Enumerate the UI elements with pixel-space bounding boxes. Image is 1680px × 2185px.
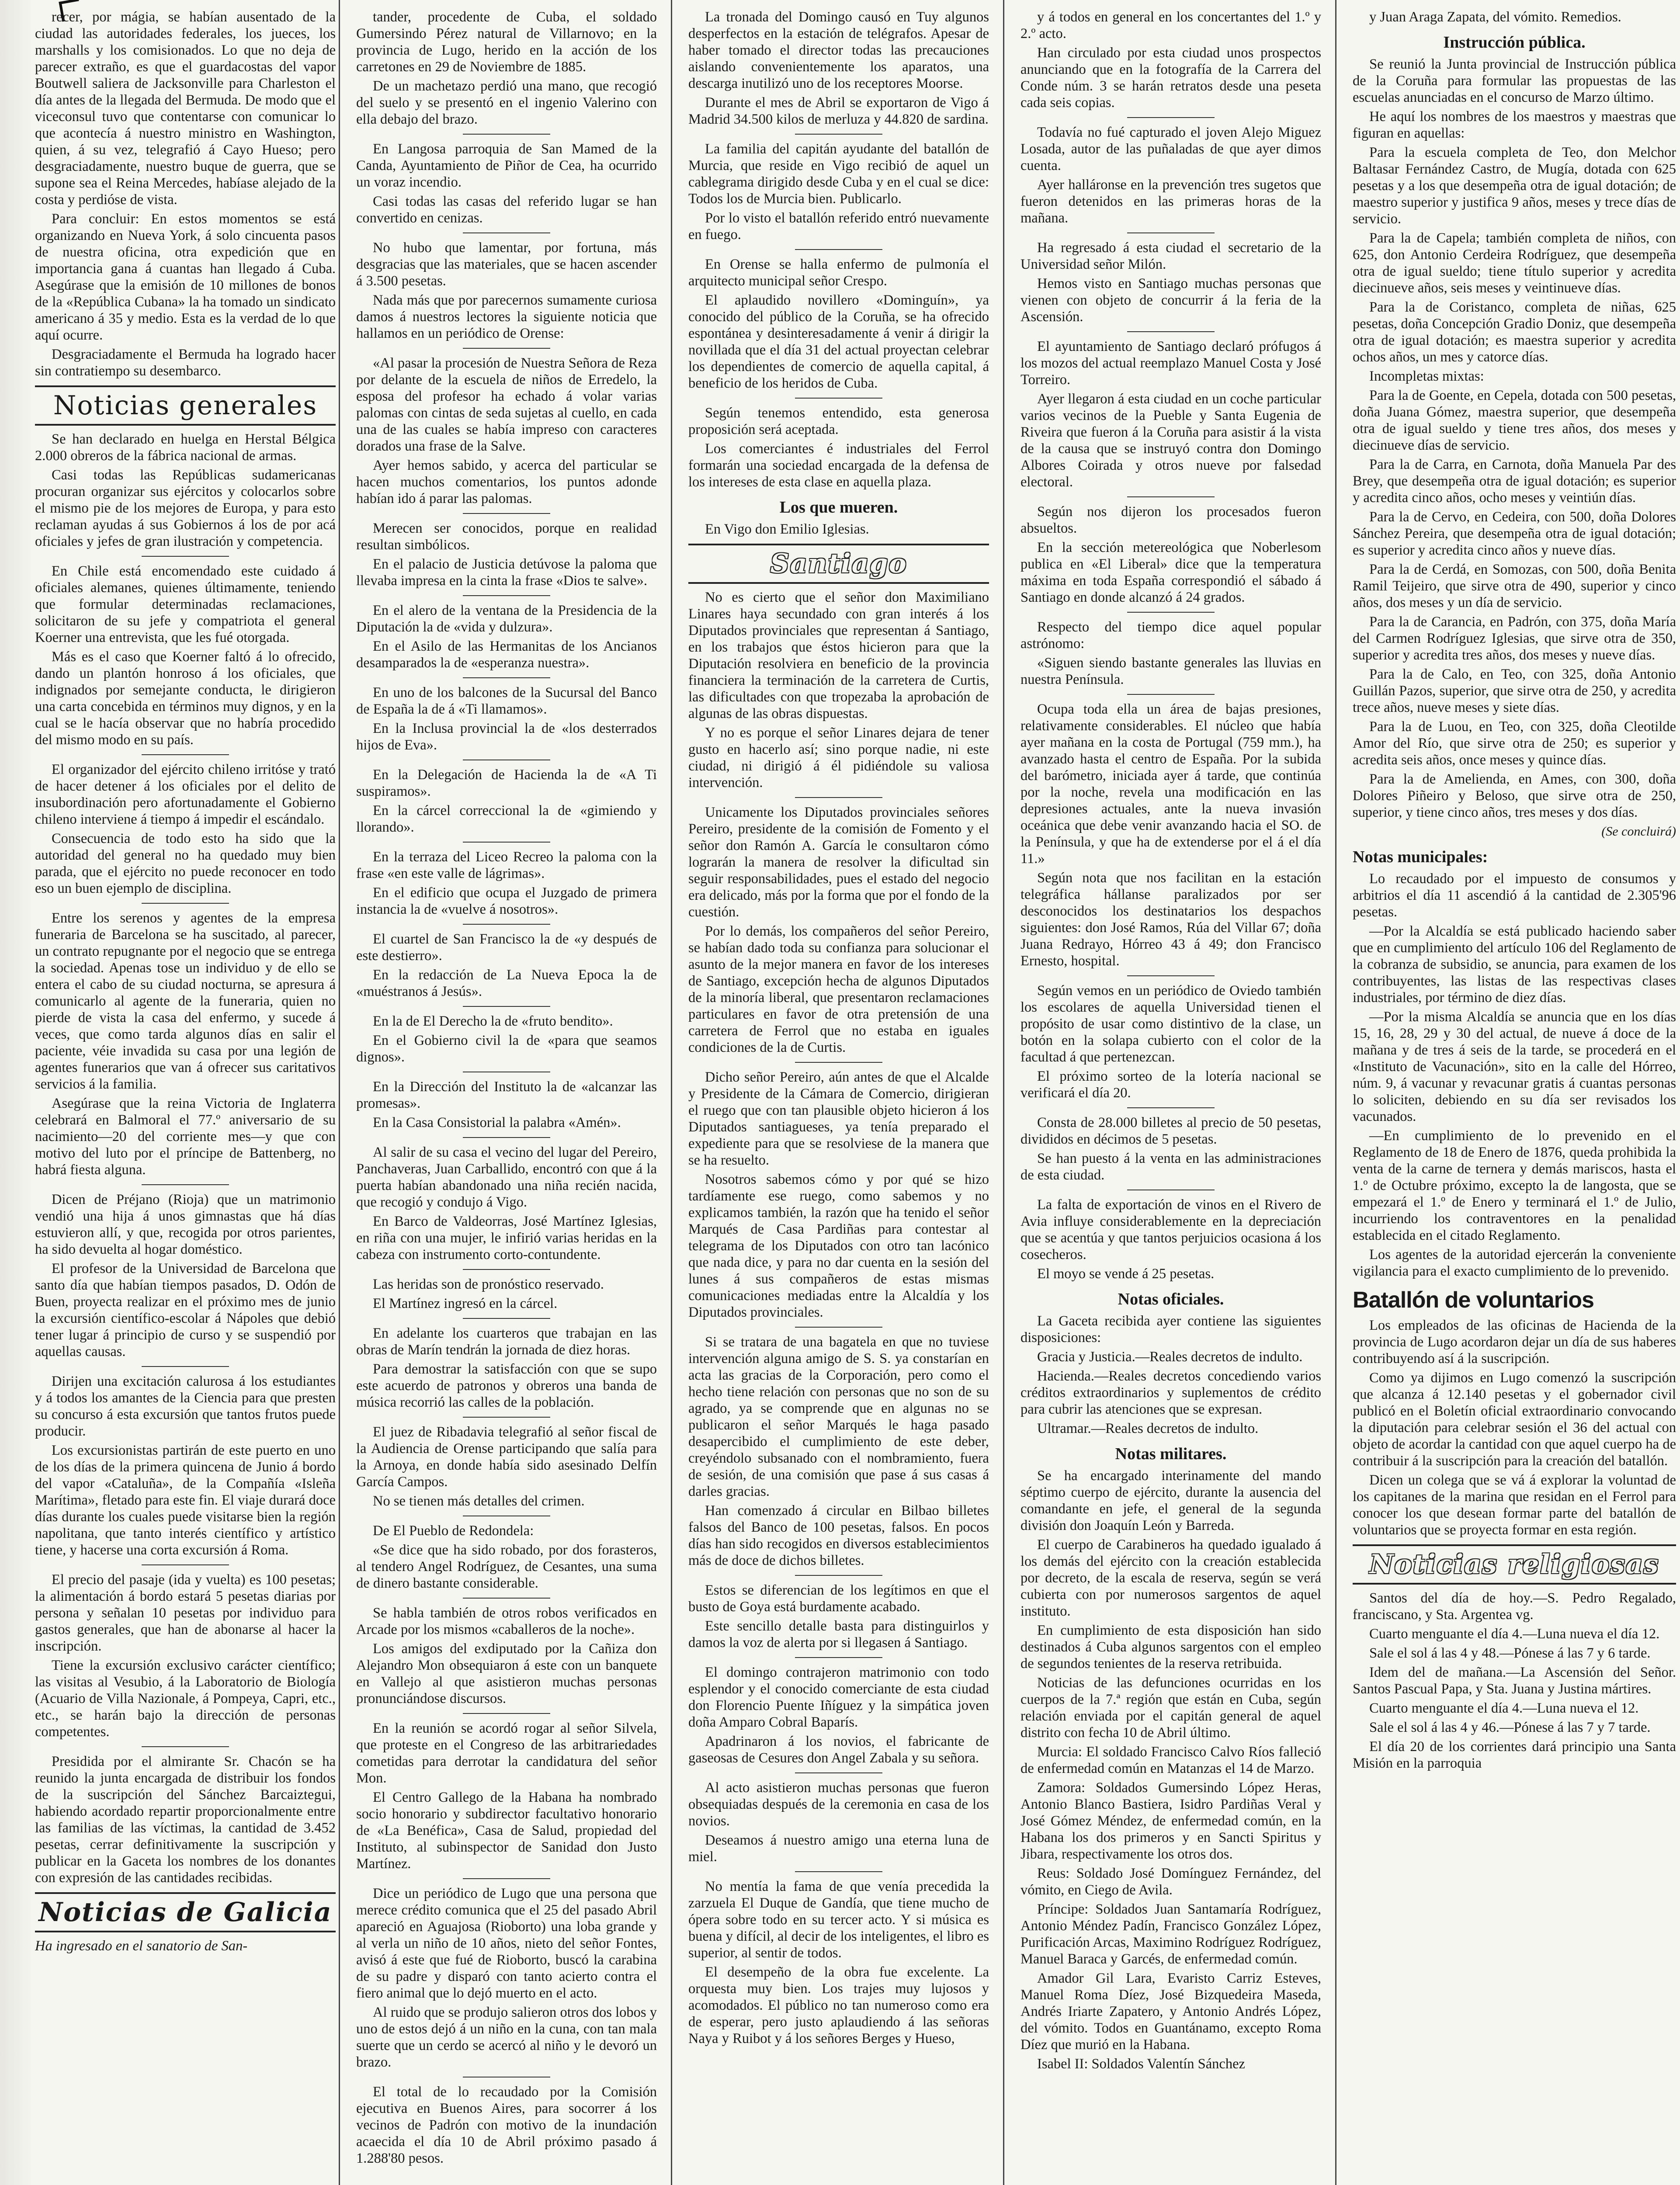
article-paragraph: Murcia: El soldado Francisco Calvo Ríos falleció de enfermedad común en Matanzas el 14 de Marzo. [1020,1744,1321,1776]
article-paragraph: El ayuntamiento de Santiago declaró prófugos á los mozos del actual reemplazo Manuel Costa y José Torreiro. [1020,339,1321,388]
article-paragraph: Se habla también de otros robos verificados en Arcade por los mismos «caballeros de la noche». [356,1605,657,1637]
article-paragraph: y á todos en general en los concertantes del 1.º y 2.º acto. [1020,9,1321,42]
article-paragraph: Para la de Coristanco, completa de niñas, 625 pesetas, doña Concepción Gradio Doniz, que desempeña otra de igual dotación; es maestra superior y acredita ochos años, un mes y catorce días. [1353,299,1676,365]
article-paragraph: En uno de los balcones de la Sucursal del Banco de España la de á «Ti llamamos». [356,685,657,717]
article-paragraph: «Al pasar la procesión de Nuestra Señora de Reza por delante de la escuela de niños de Erredelo, la esposa del profesor ha echado á volar varias palomas con cintas de seda sujetas al cuello, en cada una de las cuales se había impreso con caracteres dorados una frase de la Salve. [356,355,657,454]
article-paragraph: Ayer hemos sabido, y acerca del particular se hacen muchos comentarios, los puntos adonde habían ido á parar las palomas. [356,458,657,506]
article-paragraph: Todavía no fué capturado el joven Alejo Miguez Losada, autor de las puñaladas de que ayer dimos cuenta. [1020,125,1321,173]
article-paragraph: En el palacio de Justicia detúvose la paloma que llevaba impresa en la cinta la frase «Dios te salve». [356,556,657,589]
article-paragraph: y Juan Araga Zapata, del vómito. Remedios. [1369,9,1621,25]
article-paragraph: Los comerciantes é industriales del Ferrol formarán una sociedad encargada de la defensa de los intereses de esta clase en aquella plaza. [688,441,989,490]
section-title-noticias-galicia: Noticias de Galicia [35,1892,336,1932]
article-paragraph: La Gaceta recibida ayer contiene las siguientes disposiciones: [1020,1313,1321,1346]
article-paragraph: Consecuencia de todo esto ha sido que la autoridad del general no ha quedado muy bien parada, que el ejército no puede reconocer en todo eso un buen ejemplo de disciplina. [35,831,336,896]
article-paragraph: No hubo que lamentar, por fortuna, más desgracias que las materiales, que se hacen ascender á 3.500 pesetas. [356,240,657,289]
article-paragraph: —En cumplimiento de lo prevenido en el Reglamento de 18 de Enero de 1876, queda prohibida la venta de la carne de ternera y demás mariscos, hasta el 1.º de Octubre próximo, excepto la de langosta, que se empezará el 1.º de Enero y terminará el 1.º de Julio, incurriendo los contraventores en la penalidad establecida en el citado Reglamento. [1353,1128,1676,1243]
article-paragraph: Han comenzado á circular en Bilbao billetes falsos del Banco de 100 pesetas, falsos. En pocos días han sido recogidos en diversos establecimientos más de doce de dichos billetes. [688,1503,989,1568]
article-paragraph: En la terraza del Liceo Recreo la paloma con la frase «en este valle de lágrimas». [356,849,657,881]
article-paragraph: Los excursionistas partirán de este puerto en uno de los días de la primera quincena de Junio á bordo del vapor «Cataluña», de la Compañía «Isleña Marítima», fletado para este fin. El viaje durará doce días durante los cuales puede visitarse bien la región napolitana, que tanto interés científico y artístico tiene, y hacerse una corta excursión á Roma. [35,1443,336,1558]
article-paragraph: Han circulado por esta ciudad unos prospectos anunciando que en la fotografía de la Carrera del Conde núm. 3 se harán retratos desde una peseta cada seis copias. [1020,45,1321,111]
article-separator [1127,331,1215,332]
article-paragraph: El profesor de la Universidad de Barcelona que santo día que habían tiempos pasados, D. Odón de Buen, proyecta realizar en el próximo mes de junio la excursión científico-escolar á Nápoles que debió tener lugar á principio de curso y se suspendió por aquellas causas. [35,1261,336,1360]
article-separator [142,754,229,755]
subhead-notas-municipales: Notas municipales: [1353,848,1488,866]
article-paragraph: En la Inclusa provincial la de «los desterrados hijos de Eva». [356,721,657,753]
article-paragraph: No mentía la fama de que venía precedida la zarzuela El Duque de Gandía, que tiene mucho de ópera sobre todo en su tercer acto. Y si música es buena y difícil, al decir de los inteligentes, el libro es superior, al sentir de todos. [688,1879,989,1961]
article-paragraph: Y no es porque el señor Linares dejara de tener gusto en hacerlo así; sino porque nadie, ni este ciudad, ni dirigió á él pidiéndole su valiosa intervención. [688,725,989,791]
article-paragraph: El Centro Gallego de la Habana ha nombrado socio honorario y subdirector facultativo honorario de «La Benéfica», Casa de Salud, propiedad del Instituto, al subinspector de Sanidad don Justo Martínez. [356,1790,657,1872]
article-paragraph: El cuartel de San Francisco la de «y después de este destierro». [356,931,657,964]
article-separator [795,1657,882,1658]
article-paragraph: «Siguen siendo bastante generales las lluvias en nuestra Península. [1020,655,1321,687]
article-paragraph: Sale el sol á las 4 y 46.—Pónese á las 7 y 7 tarde. [1369,1720,1651,1735]
article-paragraph: Para la de Luou, en Teo, con 325, doña Cleotilde Amor del Río, que sirve otra de 250; es superior y acredita seis años, once meses y quince días. [1353,719,1676,768]
article-separator [463,1713,550,1714]
article-separator [1127,975,1215,976]
article-paragraph: Respecto del tiempo dice aquel popular astrónomo: [1020,619,1321,652]
article-paragraph: En la cárcel correccional la de «gimiendo y llorando». [356,803,657,835]
article-paragraph: Casi todas las Repúblicas sudamericanas procuran organizar sus ejércitos y colocarlos sobre el mismo pie de los mejores de Europa, y para esto reclaman ayudas á sus Gobiernos á los de por acá oficiales y jefes de gran ilustración y competencia. [35,467,336,549]
article-paragraph: Se reunió la Junta provincial de Instrucción pública de la Coruña para formular las propuestas de las escuelas anunciadas en el concurso de Marzo último. [1353,56,1676,105]
article-paragraph: Se han declarado en huelga en Herstal Bélgica 2.000 obreros de la fábrica nacional de armas. [35,431,336,464]
article-paragraph: Merecen ser conocidos, porque en realidad resultan simbólicos. [356,520,657,553]
article-separator [795,1871,882,1872]
article-separator [463,1006,550,1007]
article-paragraph: Para la de Calo, en Teo, con 325, doña Antonio Guillán Pazos, superior, que sirve otra de 250, y acredita trece años, nueve meses y siete días. [1353,666,1676,715]
article-paragraph: Según nota que nos facilitan en la estación telegráfica hállanse paralizados por ser desconocidos los destinatarios los despachos siguientes: don José Ramos, Rúa del Villar 67; doña Juana Redrayo, Hórreo 43 á 49; don Francisco Ernesto, hospital. [1020,870,1321,969]
article-paragraph: Si se tratara de una bagatela en que no tuviese intervención alguna amigo de S. S. ya constarían en acta las gracias de la Corporación, pero como el hecho tiene relación con personas que no son de su agrado, ya se comprende que en algunas no se publicaron el señor Marqués le haga pasado desapercibido el cumplimiento de este deber, creyéndolo subsanado con el nombramiento, fuera de sesión, de una comisión que pase á sus casas á darles gracias. [688,1334,989,1499]
article-paragraph: En adelante los cuarteros que trabajan en las obras de Marín tendrán la jornada de diez horas. [356,1325,657,1358]
article-separator [795,1327,882,1328]
section-title-santiago: Santiago [688,544,989,584]
article-paragraph: Idem del de mañana.—La Ascensión del Señor. Santos Pascual Papa, y Sta. Juana y Justina mártires. [1353,1665,1676,1697]
column-4 [1020,9,1321,2185]
article-separator [795,249,882,250]
article-separator [142,1746,229,1747]
article-paragraph: Los empleados de las oficinas de Hacienda de la provincia de Lugo acordaron dejar un día de sus haberes contribuyendo así á la suscripción. [1353,1318,1676,1366]
c2-body [356,9,657,2167]
article-paragraph: Incompletas mixtas: [1369,368,1484,384]
article-paragraph: La familia del capitán ayudante del batallón de Murcia, que reside en Vigo recibió de aquel un cablegrama dirigido desde Cuba y en el cual se dice: Todos los de Murcia bien. Publicarlo. [688,141,989,207]
article-separator [1127,496,1215,497]
article-paragraph: De El Pueblo de Redondela: [373,1523,534,1539]
article-separator [463,513,550,514]
article-separator [142,903,229,904]
article-paragraph: He aquí los nombres de los maestros y maestras que figuran en aquellas: [1353,109,1676,141]
subhead-notas-militares: Notas militares. [1115,1445,1227,1463]
article-paragraph: Cuarto menguante el día 4.—Luna nueva el día 12. [1369,1626,1660,1642]
newspaper-page [31,0,1680,2185]
article-paragraph: Al acto asistieron muchas personas que fueron obsequiadas después de la ceremonia en casa de los novios. [688,1780,989,1829]
article-paragraph: En el Gobierno civil la de «para que seamos dignos». [356,1033,657,1065]
article-paragraph: Presidida por el almirante Sr. Chacón se ha reunido la junta encargada de distribuir los fondos de la suscripción del Sánchez Barcaiztegui, habiendo acordado repartir proporcionalmente entre las familias de las víctimas, la cantidad de 3.452 pesetas, cerrar definitivamente la suscripción y publicar en la Gaceta los nombres de los donantes con expresión de las cantidades recibidas. [35,1754,336,1886]
c1-body [35,431,336,1886]
se-concluira: (Se concluirá) [1601,824,1676,839]
article-separator [463,1269,550,1270]
article-paragraph: Para la de Carra, en Carnota, doña Manuela Par des Brey, que desempeña otra de igual dotación; es superior y acredita cinco años, ocho meses y veintiún días. [1353,457,1676,506]
article-paragraph: Para la de Carancia, en Padrón, con 375, doña María del Carmen Rodríguez Iglesias, que sirve otra de 350, superior y acredita tres años, dos meses y nueve días. [1353,614,1676,663]
article-paragraph: Tiene la excursión exclusivo carácter científico; las visitas al Vesubio, á la Laboratorio de Biología (Acuario de Villa Nazionale, á Pompeya, Capri, etc., etc., se harán bajo la dirección de personas competentes. [35,1658,336,1740]
subhead-los-que-mueren: Los que mueren. [779,498,898,517]
article-separator [463,1318,550,1319]
article-separator [1127,117,1215,118]
article-separator [142,1366,229,1367]
article-paragraph: «Se dice que ha sido robado, por dos forasteros, al tendero Angel Rodríguez, de Cesantes, una suma de dinero bastante considerable. [356,1542,657,1591]
c3-santiago [688,589,989,2047]
article-paragraph: Al ruido que se produjo salieron otros dos lobos y uno de estos dejó á un niño en la cuna, con tan mala suerte que un cerdo se acercó al niño y le devoró un brazo. [356,2005,657,2070]
column-3 [688,9,989,2185]
article-paragraph: Ha regresado á esta ciudad el secretario de la Universidad señor Milón. [1020,240,1321,272]
article-paragraph: En la Delegación de Hacienda la de «A Ti suspiramos». [356,767,657,799]
article-paragraph: El próximo sorteo de la lotería nacional se verificará el día 20. [1020,1068,1321,1101]
article-paragraph: En Chile está encomendado este cuidado á oficiales alemanes, quienes últimamente, teniendo que formular determinadas reclamaciones, solicitaron de su jefe y compatriota el general Koerner una entrevista, que les fué otorgada. [35,563,336,645]
article-paragraph: recer, por mágia, se habían ausentado de la ciudad las autoridades federales, los jueces, los marshalls y los comisionados. Lo que no deja de parecer extraño, es que el guardacostas del vapor Boutwell saliera de Jacksonville para Charleston el día antes de la llegada del Bermuda. De modo que el viceconsul tuvo que contentarse con comunicar lo que acontecía á nuestro ministro en Washington, quien, á su vez, telegrafió á Cayo Hueso; pero desgraciadamente, nuestro buque de guerra, que se supone sea el Reina Mercedes, habíase alejado de la costa y perdióse de vista. [35,9,336,208]
article-separator [463,1598,550,1599]
article-paragraph: Lo recaudado por el impuesto de consumos y arbitrios el día 11 ascendió á la cantidad de 2.305'96 pesetas. [1353,871,1676,920]
article-paragraph: El día 20 de los corrientes dará principio una Santa Misión en la parroquia [1353,1739,1676,1771]
article-paragraph: Casi todas las casas del referido lugar se han convertido en cenizas. [356,194,657,226]
article-paragraph: —Por la Alcaldía se está publicado haciendo saber que en cumplimiento del artículo 106 del Reglamento de la cobranza de subsidio, se anuncia, para examen de los contribuyentes, las listas de las respectivas clases industriales, por término de diez días. [1353,923,1676,1006]
article-paragraph: En la reunión se acordó rogar al señor Silvela, que proteste en el Congreso de las arbitrariedades cometidas para derrotar la candidatura del señor Mon. [356,1720,657,1786]
article-paragraph: tander, procedente de Cuba, el soldado Gumersindo Pérez natural de Villarnovo; en la provincia de Lugo, herido en la acción de los carretones en 29 de Noviembre de 1885. [356,9,657,75]
article-paragraph: Santos del día de hoy.—S. Pedro Regalado, franciscano, y Sta. Argentea vg. [1353,1590,1676,1623]
article-paragraph: El juez de Ribadavia telegrafió al señor fiscal de la Audiencia de Orense participando que salía para la Arnoya, en donde había sido asesinado Delfín García Campos. [356,1424,657,1490]
c1-bottom-text: Ha ingresado en el sanatorio de San- [35,1938,248,1954]
article-paragraph: Consta de 28.000 billetes al precio de 50 pesetas, divididos en décimos de 5 pesetas. [1020,1115,1321,1147]
article-paragraph: En el alero de la ventana de la Presidencia de la Diputación la de «vida y dulzura». [356,603,657,635]
article-paragraph: Entre los serenos y agentes de la empresa funeraria de Barcelona se ha suscitado, al parecer, un contrato repugnante por el negocio que se entrega la sociedad. Apenas tose un individuo y de ello se entera el cabo de su ciudad nocturna, se apresura á comunicarlo al agente de la funeraria, quien no pierde de vista la casa del enfermo, y sucede á veces, que como tarda algunos días en salir el paciente, véie invadida su casa por una legión de agentes funerarios que van á ofrecer sus caritativos servicios á la familia. [35,910,336,1092]
deaths-text: En Vigo don Emilio Iglesias. [705,521,869,537]
article-separator [795,1062,882,1063]
c5-batallon [1353,1317,1676,1538]
article-paragraph: Ayer halláronse en la prevención tres sugetos que fueron detenidos en las primeras horas de la mañana. [1020,177,1321,226]
article-separator [463,348,550,349]
article-paragraph: Para la de Cervo, en Cedeira, con 500, doña Dolores Sánchez Pereira, que desempeña otra de igual dotación; es superior y acredita cinco años y nueve días. [1353,509,1676,558]
article-separator [795,398,882,399]
article-separator [463,924,550,925]
article-paragraph: Para demostrar la satisfacción con que se supo este acuerdo de patronos y obreros una banda de música recorrió las calles de la población. [356,1361,657,1410]
article-paragraph: En la redacción de La Nueva Epoca la de «muéstranos á Jesús». [356,967,657,999]
column-1 [35,9,336,2185]
article-paragraph: Amador Gil Lara, Evaristo Carriz Esteves, Manuel Roma Díez, José Bizquedeira Maseda, Andrés Iriarte Zapatero, y Antonio Andrés López, del vómito. Todos en Guantánamo, excepto Roma Díez que murió en la Habana. [1020,1970,1321,2053]
article-paragraph: Más es el caso que Koerner faltó á lo ofrecido, dando un plantón honroso á los oficiales, que indignados por semejante conducta, le dirigieron una carta concebida en términos muy dignos, y en la cual se le hacía observar que no habría procedido del mismo modo en su país. [35,649,336,748]
article-separator [1127,612,1215,613]
section-title-noticias-religiosas: Noticias religiosas [1353,1544,1676,1585]
article-separator [463,595,550,596]
article-paragraph: Ultramar.—Reales decretos de indulto. [1037,1421,1259,1436]
article-paragraph: Cuarto menguante el día 4.—Luna nueva el 12. [1369,1700,1639,1716]
column-rule [1335,0,1336,2185]
article-separator [463,842,550,843]
article-separator [795,134,882,135]
article-paragraph: Para la escuela completa de Teo, don Melchor Baltasar Fernández Castro, de Mugía, dotada con 625 pesetas y a los que desempeña otra de igual dotación; de maestro superior y justifica 9 años, meses y trece días de servicio. [1353,145,1676,227]
page-edge [0,0,31,2185]
article-paragraph: Ocupa toda ella un área de bajas presiones, relativamente considerables. El núcleo que había ayer mañana en la costa de Portugal (759 mm.), ha avanzado hasta el centro de España. Por la subida del barómetro, iniciada ayer á tarde, que continúa por la noche, revela una modificación en las depresiones actuales, ante la nueva invasión oceánica que debe venir avanzando hacia el SO. de la Península, y que ha de extenderse por el á el día 11.» [1020,701,1321,867]
article-paragraph: Zamora: Soldados Gumersindo López Heras, Antonio Blanco Bastiera, Isidro Pardiñas Veral y José Gómez Méndez, de enfermedad común, en la Habana los dos primeros y en Sancti Spiritus y Jibara, respectivamente los otros dos. [1020,1780,1321,1862]
article-separator [1127,1107,1215,1108]
article-paragraph: Príncipe: Soldados Juan Santamaría Rodríguez, Antonio Méndez Padín, Francisco González López, Purificación Arcas, Maximino Rodríguez Rodríguez, Manuel Baraca y Garcés, de enfermedad común. [1020,1901,1321,1967]
article-paragraph: —Por la misma Alcaldía se anuncia que en los días 15, 16, 28, 29 y 30 del actual, de nueve á doce de la mañana y de tres á seis de la tarde, se procederá en el «Instituto de Vacunación», sito en la calle del Hórreo, núm. 9, á vacunar y revacunar gratis á cuantas personas lo soliciten, debiendo en su día ser revisados los vacunados. [1353,1009,1676,1124]
article-paragraph: En Orense se halla enfermo de pulmonía el arquitecto municipal señor Crespo. [688,257,989,289]
article-paragraph: Nada más que por parecernos sumamente curiosa damos á nuestros lectores la siguiente noticia que hallamos en un periódico de Orense: [356,292,657,341]
article-paragraph: Apadrinaron á los novios, el fabricante de gaseosas de Cesures don Angel Zabala y su señora. [688,1734,989,1766]
article-paragraph: Dirijen una excitación calurosa á los estudiantes y á todos los amantes de la Ciencia para que presten su concurso á esta excursión que tantos frutos puede producir. [35,1373,336,1439]
article-paragraph: Se ha encargado interinamente del mando séptimo cuerpo de ejército, durante la ausencia del comandante en jefe, el general de la segunda división don Joaquín León y Barreda. [1020,1468,1321,1533]
c5-municipales [1353,871,1676,1280]
article-separator [142,1184,229,1185]
article-paragraph: Sale el sol á las 4 y 48.—Pónese á las 7 y 6 tarde. [1369,1645,1651,1661]
article-paragraph: Hemos visto en Santiago muchas personas que vienen con objeto de concurrir á la feria de la Ascensión. [1020,276,1321,325]
article-paragraph: Gracia y Justicia.—Reales decretos de indulto. [1037,1349,1303,1365]
article-separator [463,1137,550,1138]
column-rule [339,0,340,2185]
article-paragraph: No es cierto que el señor don Maximiliano Linares haya secundado con gran interés á los Diputados provinciales que representan á Santiago, en los trabajos que éstos hicieron para que la Diputación resolviera en beneficio de la provincia financiera la terminación de la carretera de Curtis, las dificultades con que tropezaba la aprobación de algunas de las obras dispuestas. [688,590,989,721]
c4-militares [1020,1467,1321,2072]
c5-religiosas [1353,1590,1676,1772]
article-paragraph: Las heridas son de pronóstico reservado. [373,1276,604,1292]
article-paragraph: Durante el mes de Abril se exportaron de Vigo á Madrid 34.500 kilos de merluza y 44.820 de sardina. [688,95,989,127]
subhead-notas-oficiales: Notas oficiales. [1118,1290,1224,1308]
article-paragraph: Los agentes de la autoridad ejercerán la conveniente vigilancia para el exacto cumplimiento de lo prevenido. [1353,1247,1676,1279]
article-separator [463,232,550,233]
article-separator [142,556,229,557]
article-paragraph: Noticias de las defunciones ocurridas en los cuerpos de la 7.ª región que están en Cuba, según relación enviada por el capitán general de aquel distrito con fecha 10 de Abril último. [1020,1675,1321,1741]
article-paragraph: En la Dirección del Instituto la de «alcanzar las promesas». [356,1079,657,1111]
article-paragraph: Estos se diferencian de los legítimos en que el busto de Goya está burdamente acabado. [688,1582,989,1615]
article-separator [463,1878,550,1879]
article-paragraph: En el edificio que ocupa el Juzgado de primera instancia la de «vuelve á nosotros». [356,885,657,917]
article-paragraph: Nosotros sabemos cómo y por qué se hizo tardíamente ese ruego, como sabemos y no explicamos también, la razón que ha tenido el señor Marqués de Casa Pardiñas para contestar al telegrama de los Diputados con otro tan lacónico que nada dice, y para no dar cuenta en la sesión del lunes á sus compañeros de estas mismas comunicaciones mediadas entre la Alcaldía y los Diputados provinciales. [688,1172,989,1320]
article-paragraph: En Barco de Valdeorras, José Martínez Iglesias, en riña con una mujer, le infirió varias heridas en la cabeza con instrumento corto-contundente. [356,1214,657,1262]
article-paragraph: Ayer llegaron á esta ciudad en un coche particular varios vecinos de la Pueble y Santa Eugenia de Riveira que fueron á la Coruña para asistir á la vista de la causa que se instruyó contra don Domingo Albores Coirada y otros nueve por falsedad electoral. [1020,391,1321,490]
article-paragraph: De un machetazo perdió una mano, que recogió del suelo y se presentó en el ingenio Valerino con ella debajo del brazo. [356,78,657,127]
article-paragraph: Para la de Capela; también completa de niños, con 625, don Antonio Cerdeira Rodríguez, que desempeña otra de igual sueldo; tiene título superior y acredita diecinueve años, seis meses y veintinueve días. [1353,230,1676,296]
article-paragraph: Hacienda.—Reales decretos concediendo varios créditos extraordinarios y suplementos de crédito para cubrir las atenciones que se expresan. [1020,1368,1321,1417]
section-title-noticias-generales: Noticias generales [35,385,336,426]
article-paragraph: Por lo visto el batallón referido entró nuevamente en fuego. [688,210,989,243]
article-paragraph: Deseamos á nuestro amigo una eterna luna de miel. [688,1832,989,1865]
article-separator [463,677,550,678]
article-paragraph: Al salir de su casa el vecino del lugar del Pereiro, Panchaveras, Juan Carballido, encontró con que á la puerta habían abandonado una niña recién nacida, que recogió y condujo á Vigo. [356,1145,657,1210]
article-paragraph: Dicen un colega que se vá á explorar la voluntad de los capitanes de la marina que residan en el Ferrol para conocer los que desean formar parte del batallón de voluntarios que se proyecta formar en esta región. [1353,1472,1676,1538]
subhead-batallon-voluntarios: Batallón de voluntarios [1353,1287,1594,1313]
article-paragraph: Este sencillo detalle basta para distinguirlos y damos la voz de alerta por si llegasen á Santiago. [688,1618,989,1651]
article-paragraph: En la Casa Consistorial la palabra «Amén». [373,1115,621,1131]
column-rule [671,0,672,2185]
article-paragraph: Para la de Cerdá, en Somozas, con 500, doña Benita Ramil Teijeiro, que sirve otra de 490, superior y cinco años, dos meses y un día de servicio. [1353,562,1676,610]
article-paragraph: Como ya dijimos en Lugo comenzó la suscripción que alcanza á 12.140 pesetas y el gobernador civil publicó en el Boletín oficial extraordinario convocando la diputación para celebrar sesión el 36 del actual con objeto de acordar la cantidad con que aquel cuerpo ha de contribuir á la suscripción para la creación del batallón. [1353,1370,1676,1469]
article-separator [795,1772,882,1773]
article-paragraph: Según nos dijeron los procesados fueron absueltos. [1020,504,1321,536]
article-paragraph: El organizador del ejército chileno irritóse y trató de hacer detener á los oficiales por el delito de insubordinación pero afortunadamente el Gobierno chileno interviene á tiempo á impedir el escándalo. [35,762,336,827]
subhead-instruccion-publica: Instrucción pública. [1443,33,1586,52]
article-paragraph: Para concluir: En estos momentos se está organizando en Nueva York, á solo cincuenta pasos de nuestra oficina, otra expedición que en importancia gana á cuantas han llegado á Cuba. Asegúrase que la emisión de 10 millones de bonos de la «República Cubana» la ha tomado un sindicato americano á 35 y medio. Esta es la verdad de lo que aquí ocurre. [35,211,336,343]
article-paragraph: Para la de Amelienda, en Ames, con 300, doña Dolores Piñeiro y Beloso, que sirve otra de 250, superior, y tiene cinco años, tres meses y dos días. [1353,771,1676,820]
article-paragraph: Según tenemos entendido, esta generosa proposición será aceptada. [688,405,989,437]
article-paragraph: El domingo contrajeron matrimonio con todo esplendor y el conocido comerciante de esta ciudad don Florencio Puente Iñíguez y la simpática joven doña Amparo Cobral Baparís. [688,1665,989,1730]
article-paragraph: El aplaudido novillero «Dominguín», ya conocido del público de la Coruña, se ha ofrecido espontánea y desinteresadamente á venir á dirigir la novillada que el día 31 del actual proyectan celebrar los dependientes de comercio de aquella capital, á beneficio de los heridos de Cuba. [688,292,989,391]
article-paragraph: La falta de exportación de vinos en el Rivero de Avia influye considerablemente en la depreciación que se acentúa y que tantos perjuicios ocasiona á los cosecheros. [1020,1197,1321,1262]
c1-lead [35,9,336,379]
article-separator [795,1575,882,1576]
article-separator [142,1564,229,1565]
article-paragraph: La tronada del Domingo causó en Tuy algunos desperfectos en la estación de telégrafos. Apesar de haber tomado el director todas las precauciones aislando convenientemente los aparatos, una descarga inutilizó uno de los receptores Moorse. [688,9,989,91]
article-paragraph: Dicho señor Pereiro, aún antes de que el Alcalde y Presidente de la Cámara de Comercio, dirigieran el ruego que con tan plausible objeto hicieron á los Diputados santiagueses, ya tenía preparado el expediente para que se resolviese de la manera que se ha resuelto. [688,1069,989,1168]
article-paragraph: Reus: Soldado José Domínguez Fernández, del vómito, en Ciego de Avila. [1020,1866,1321,1898]
article-paragraph: En cumplimiento de esta disposición han sido destinados á Cuba algunos sargentos con el empleo de segundos tenientes de la reserva retribuida. [1020,1623,1321,1672]
article-paragraph: El precio del pasaje (ida y vuelta) es 100 pesetas; la alimentación á bordo estará 5 pesetas diarias por persona y señalan 10 pesetas por individuo para gastos generales, que han de abonarse al hacer la inscripción. [35,1572,336,1654]
article-paragraph: Dicen de Préjano (Rioja) que un matrimonio vendió una hija á unos gimnastas que há días estuvieron allí, y que, recogida por otros parientes, ha sido devuelta al hogar doméstico. [35,1192,336,1257]
article-separator [463,134,550,135]
c3-body [688,9,989,490]
article-paragraph: Por lo demás, los compañeros del señor Pereiro, se habían dado toda su confianza para solucionar el asunto de la mejor manera en favor de los intereses de Santiago, excepción hecha de algunos Diputados de la minoría liberal, que presentaron reclamaciones particulares en favor de otra pretensión de una carretera de Ferrol que no estaba en iguales condiciones de la de Curtis. [688,923,989,1055]
article-paragraph: Para la de Goente, en Cepela, dotada con 500 pesetas, doña Juana Gómez, maestra superior, que desempeña otra de igual sueldo y tiene tres años, dos meses y diecinueve días de servicio. [1353,388,1676,453]
article-paragraph: El cuerpo de Carabineros ha quedado igualado á los demás del ejército con la creación establecida por decreto, de la escala de reserva, según se verá cubierta con por numerosos sargentos de aquel instituto. [1020,1537,1321,1619]
c5-instruccion [1353,56,1676,821]
c4-oficiales [1020,1313,1321,1437]
article-paragraph: Unicamente los Diputados provinciales señores Pereiro, presidente de la comisión de Fomento y el señor don Ramón A. García le consultaron cómo lograrán la manera de resolver la dificultad sin seguir responsabilidades, pues el estado del negocio era delicado, más por la forma que por el fondo de la cuestión. [688,805,989,920]
article-paragraph: El desempeño de la obra fue excelente. La orquesta muy bien. Los trajes muy lujosos y acomodados. El público no tan numeroso como era de esperar, pero justo aplaudiendo á las señoras Naya y Ruibot y á los señores Berges y Hueso, [688,1964,989,2046]
article-paragraph: Se han puesto á la venta en las administraciones de esta ciudad. [1020,1151,1321,1183]
article-paragraph: Desgraciadamente el Bermuda ha logrado hacer sin contratiempo su desembarco. [35,347,336,379]
article-paragraph: En Langosa parroquia de San Mamed de la Canda, Ayuntamiento de Piñor de Cea, ha ocurrido un voraz incendio. [356,141,657,190]
article-paragraph: El Martínez ingresó en la cárcel. [373,1296,558,1311]
article-paragraph: En el Asilo de las Hermanitas de los Ancianos desamparados la de «esperanza nuestra». [356,638,657,671]
article-paragraph: Asegúrase que la reina Victoria de Inglaterra celebrará en Balmoral el 77.º aniversario de su nacimiento—20 del corriente mes—y que con motivo del luto por el príncipe de Battenberg, no habrá fiesta alguna. [35,1096,336,1178]
article-paragraph: Dice un periódico de Lugo que una persona que merece crédito comunica que el 25 del pasado Abril apareció en Aguajosa (Rioborto) una loba grande y al verla un niño de 10 años, nieto del señor Fontes, avisó á este que fué de Rioborto, buscó la carabina de su padre y disparó con tanto acierto contra el fiero animal que lo dejó muerto en el acto. [356,1886,657,2001]
article-separator [1127,694,1215,695]
article-paragraph: Los amigos del exdiputado por la Cañiza don Alejandro Mon obsequiaron á este con un banquete en Vallejo al que asistieron muchas personas pronunciándose discursos. [356,1641,657,1706]
article-paragraph: No se tienen más detalles del crimen. [373,1493,585,1509]
article-separator [795,797,882,798]
article-separator [1127,232,1215,233]
column-2 [356,9,657,2185]
article-paragraph: Isabel II: Soldados Valentín Sánchez [1037,2056,1245,2072]
article-paragraph: El total de lo recaudado por la Comisión ejecutiva en Buenos Aires, para socorrer á los vecinos de Padrón con motivo de la inundación acaecida el día 10 de Abril próximo pasado á 1.288'80 pesos. [356,2084,657,2166]
article-paragraph: El moyo se vende á 25 pesetas. [1037,1266,1215,1282]
c5-lead [1353,9,1676,25]
column-rule [1003,0,1004,2185]
column-5 [1353,9,1676,2185]
article-paragraph: Según vemos en un periódico de Oviedo también los escolares de aquella Universidad tienen el propósito de usar como distintivo de la clase, un botón en la solapa cubierto con el color de la facultad á que pertenezcan. [1020,983,1321,1065]
c4-body [1020,9,1321,1282]
article-paragraph: En la de El Derecho la de «fruto bendito». [373,1013,613,1029]
article-paragraph: En la sección metereológica que Noberlesom publica en «El Liberal» dice que la temperatura máxima en toda España correspondió el sábado á Santiago en donde alcanzó á 24 grados. [1020,540,1321,605]
article-separator [463,1417,550,1418]
